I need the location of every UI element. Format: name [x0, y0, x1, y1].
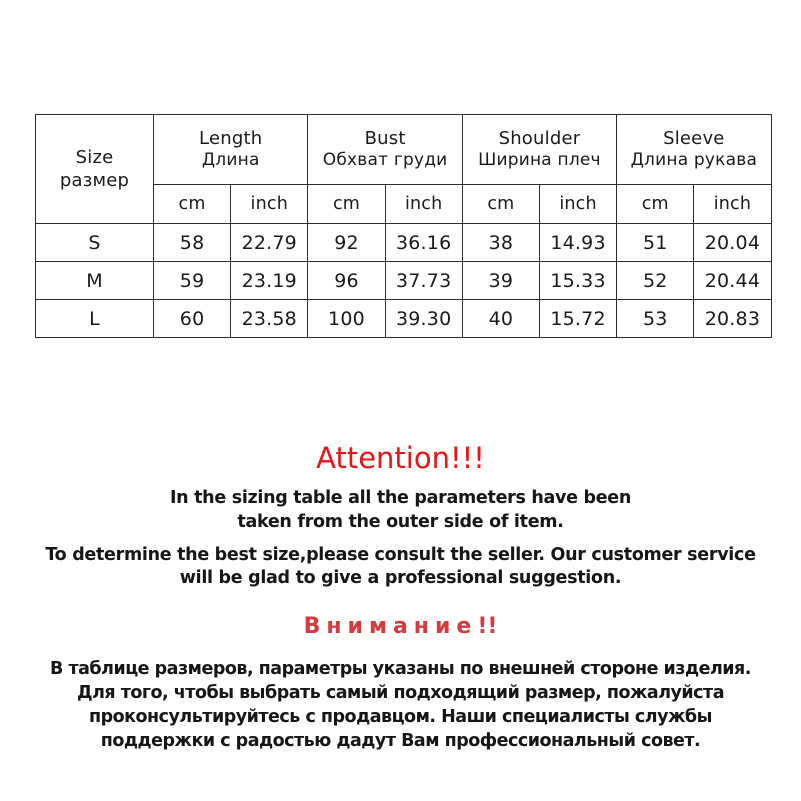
russian-attention-heading-bang: !! [477, 613, 498, 639]
english-paragraph-2-line-1: To determine the best size,please consult the seller. Our customer service [45, 544, 756, 565]
russian-paragraph [0, 657, 801, 754]
attention-heading: Attention!!! [316, 441, 485, 475]
header-unit-bust-cm: cm [308, 185, 385, 224]
cell-length-inch: 22.79 [231, 224, 308, 262]
header-unit-shoulder-cm: cm [462, 185, 539, 224]
table-row [36, 262, 772, 300]
cell-shoulder-inch: 14.93 [539, 224, 616, 262]
russian-attention-heading [0, 615, 801, 639]
cell-sleeve-cm: 51 [617, 224, 694, 262]
english-paragraph-1-line-2: taken from the outer side of item. [237, 511, 564, 532]
cell-length-inch: 23.58 [231, 300, 308, 338]
header-group-length [154, 115, 308, 185]
header-group-sleeve [617, 115, 771, 185]
cell-length-inch: 23.19 [231, 262, 308, 300]
cell-sleeve-cm: 52 [617, 262, 694, 300]
russian-paragraph-line-1: В таблице размеров, параметры указаны по внешней стороне изделия. [50, 658, 751, 679]
header-group-shoulder-en: Shoulder [498, 128, 581, 150]
header-unit-length-inch: inch [231, 185, 308, 224]
header-group-bust-en: Bust [364, 128, 406, 150]
cell-bust-inch: 36.16 [385, 224, 462, 262]
cell-shoulder-inch: 15.33 [539, 262, 616, 300]
english-paragraph-1-line-1: In the sizing table all the parameters have been [169, 488, 632, 509]
english-paragraph-1 [0, 487, 801, 534]
english-paragraph-2-line-2: will be glad to give a professional suggestion. [179, 568, 622, 589]
header-unit-sleeve-cm: cm [617, 185, 694, 224]
cell-sleeve-inch: 20.44 [694, 262, 771, 300]
header-size-cell [36, 115, 154, 224]
cell-bust-inch: 39.30 [385, 300, 462, 338]
cell-bust-cm: 96 [308, 262, 385, 300]
cell-shoulder-inch: 15.72 [539, 300, 616, 338]
header-group-length-ru: Длина [201, 150, 260, 171]
cell-bust-inch: 37.73 [385, 262, 462, 300]
cell-length-cm: 58 [154, 224, 231, 262]
header-size-ru: размер [59, 170, 130, 191]
cell-bust-cm: 100 [308, 300, 385, 338]
cell-sleeve-inch: 20.83 [694, 300, 771, 338]
row-size-label: L [36, 300, 154, 338]
header-unit-sleeve-inch: inch [694, 185, 771, 224]
cell-shoulder-cm: 38 [462, 224, 539, 262]
header-group-shoulder-ru: Ширина плеч [478, 150, 601, 171]
size-chart-table [35, 114, 772, 338]
header-group-bust-ru: Обхват груди [322, 150, 448, 171]
cell-shoulder-cm: 39 [462, 262, 539, 300]
cell-bust-cm: 92 [308, 224, 385, 262]
table-row [36, 224, 772, 262]
notice-block [0, 443, 801, 753]
header-group-length-en: Length [199, 128, 263, 150]
table-header-group-row [36, 115, 772, 185]
russian-paragraph-line-2: Для того, чтобы выбрать самый подходящий размер, пожалуйста [76, 682, 725, 703]
russian-attention-heading-text: Внимание [303, 613, 478, 639]
row-size-label: M [36, 262, 154, 300]
header-group-bust [308, 115, 462, 185]
header-unit-bust-inch: inch [385, 185, 462, 224]
header-size-en: Size [75, 146, 114, 168]
english-paragraph-2 [0, 544, 801, 591]
russian-paragraph-line-4: поддержки с радостью дадут Вам профессиональный совет. [100, 731, 701, 752]
size-chart-table-container [35, 114, 771, 338]
cell-sleeve-cm: 53 [617, 300, 694, 338]
cell-sleeve-inch: 20.04 [694, 224, 771, 262]
row-size-label: S [36, 224, 154, 262]
header-group-sleeve-en: Sleeve [663, 128, 725, 150]
cell-length-cm: 60 [154, 300, 231, 338]
header-unit-length-cm: cm [154, 185, 231, 224]
cell-length-cm: 59 [154, 262, 231, 300]
cell-shoulder-cm: 40 [462, 300, 539, 338]
header-group-sleeve-ru: Длина рукава [630, 150, 758, 171]
header-group-shoulder [462, 115, 616, 185]
table-row [36, 300, 772, 338]
header-unit-shoulder-inch: inch [539, 185, 616, 224]
russian-paragraph-line-3: проконсультируйтесь с продавцом. Наши специалисты службы [89, 706, 712, 727]
